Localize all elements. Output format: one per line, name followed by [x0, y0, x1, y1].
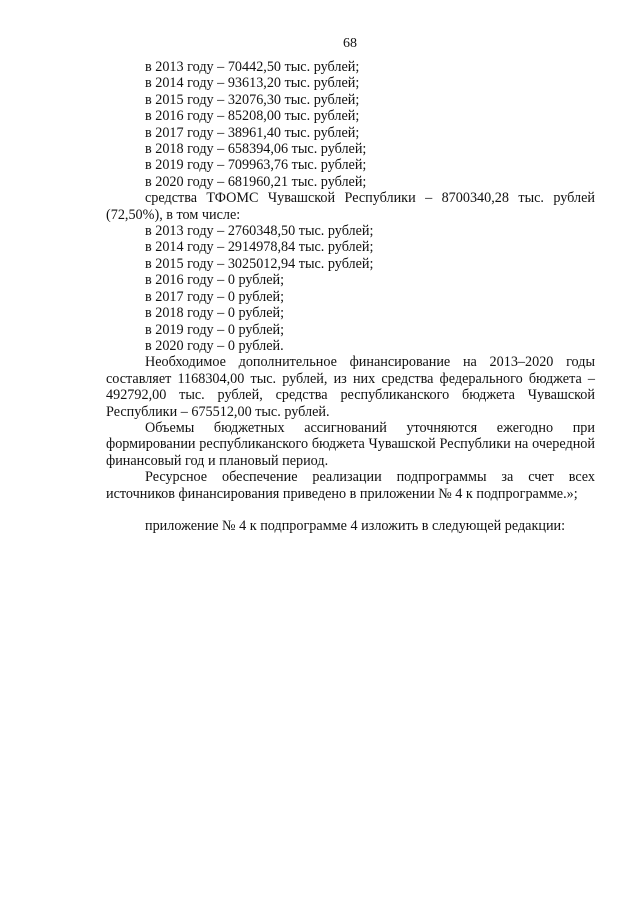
- page-number: 68: [343, 36, 357, 51]
- funding-line-2014: в 2014 году – 93613,20 тыс. рублей;: [145, 75, 360, 92]
- funding-line-2015: в 2015 году – 32076,30 тыс. рублей;: [145, 91, 360, 108]
- paragraph-gap: [106, 502, 595, 518]
- tfoms-line-2017: в 2017 году – 0 рублей;: [145, 288, 285, 305]
- tfoms-line-2013: в 2013 году – 2760348,50 тыс. рублей;: [145, 223, 374, 240]
- document-body: [106, 59, 595, 534]
- funding-line-2019: в 2019 году – 709963,76 тыс. рублей;: [145, 157, 367, 174]
- tfoms-line-2018: в 2018 году – 0 рублей;: [145, 305, 285, 322]
- appendix-instruction-paragraph: приложение № 4 к подпрограмме 4 изложить в следующей редакции:: [145, 517, 566, 534]
- funding-line-2020: в 2020 году – 681960,21 тыс. рублей;: [145, 173, 367, 190]
- tfoms-line-2019: в 2019 году – 0 рублей;: [145, 321, 285, 338]
- funding-line-2018: в 2018 году – 658394,06 тыс. рублей;: [145, 141, 367, 158]
- funding-line-2016: в 2016 году – 85208,00 тыс. рублей;: [145, 108, 360, 125]
- additional-funding-paragraph: Необходимое дополнительное финансирование на 2013–2020 годы составляет 1168304,00 тыс. рублей, из них средства федерального бюджета – 492792,00 тыс. рублей, средства республиканского бюджета Чувашской Республики – 675512,00 тыс. рублей.: [106, 354, 595, 420]
- funding-line-2013: в 2013 году – 70442,50 тыс. рублей;: [145, 59, 360, 75]
- tfoms-paragraph: средства ТФОМС Чувашской Республики – 8700340,28 тыс. рублей (72,50%), в том числе:: [106, 190, 595, 223]
- tfoms-line-2014: в 2014 году – 2914978,84 тыс. рублей;: [145, 239, 374, 256]
- tfoms-line-2020: в 2020 году – 0 рублей.: [145, 337, 284, 354]
- tfoms-line-2015: в 2015 году – 3025012,94 тыс. рублей;: [145, 255, 374, 272]
- budget-allocation-paragraph: Объемы бюджетных ассигнований уточняются ежегодно при формировании республиканского бюджета Чувашской Республики на очередной финансовый год и плановый период.: [106, 419, 595, 469]
- funding-line-2017: в 2017 году – 38961,40 тыс. рублей;: [145, 124, 360, 141]
- resource-provision-paragraph: Ресурсное обеспечение реализации подпрограммы за счет всех источников финансирования приведено в приложении № 4 к подпрограмме.»;: [106, 469, 595, 502]
- tfoms-line-2016: в 2016 году – 0 рублей;: [145, 272, 285, 289]
